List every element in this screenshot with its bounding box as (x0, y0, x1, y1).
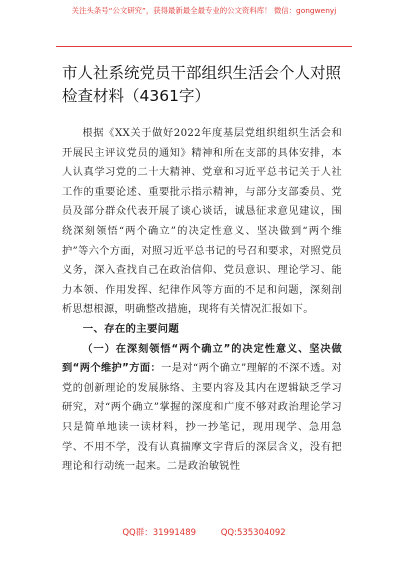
footer-contacts (0, 526, 408, 538)
footer-qq-group: QQ群：31991489 (122, 528, 197, 538)
header-banner: 关注头条号“公文研究”，获得最新最全最专业的公文资料库！ 微信：gongwenyj (71, 6, 337, 15)
subsection-paragraph (62, 340, 342, 477)
header-divider (56, 46, 352, 47)
subsection-text: 一是对“两个确立”理解的不深不透。对党的创新理论的发展脉络、主要内容及其内在逻辑缺乏学习研究，对“两个确立”掌握的深度和广度不够对政治理论学习只是简单地读一读材料，抄一抄笔记，现用现学、急用急学、不用不学，没有认真揣摩文字背后的深层含义，没有把理论和行动统一起来。二是政治敏锐性 (62, 363, 342, 473)
intro-paragraph: 根据《XX关于做好2022年度基层党组织组织生活会和开展民主评议党员的通知》精神和所在支部的具体安排，本人认真学习党的二十大精神、党章和习近平总书记关于人社工作的重要论述、重要批示指示精神，与部分支部委员、党员及部分群众代表开展了谈心谈话，诚恳征求意见建议，围绕深刻领悟“两个确立”的决定性意义、坚决做到“两个维护”等六个方面，对照习近平总书记的号召和要求，对照党员义务，深入查找自己在政治信仰、党员意识、理论学习、能力本领、作用发挥、纪律作风等方面的不足和问题，深刻剖析思想根源，明确整改措施，现将有关情况汇报如下。 (62, 128, 342, 316)
subsection-heading: （一）在深刻领悟“两个确立”的决定性意义、坚决做到“两个维护”方面： (62, 343, 342, 375)
document-body (62, 124, 342, 477)
footer-qq: QQ:535304092 (220, 528, 286, 538)
document-title: 市人社系统党员干部组织生活会个人对照检查材料（4361字） (62, 64, 342, 105)
section-heading: 一、存在的主要问题 (82, 322, 180, 335)
